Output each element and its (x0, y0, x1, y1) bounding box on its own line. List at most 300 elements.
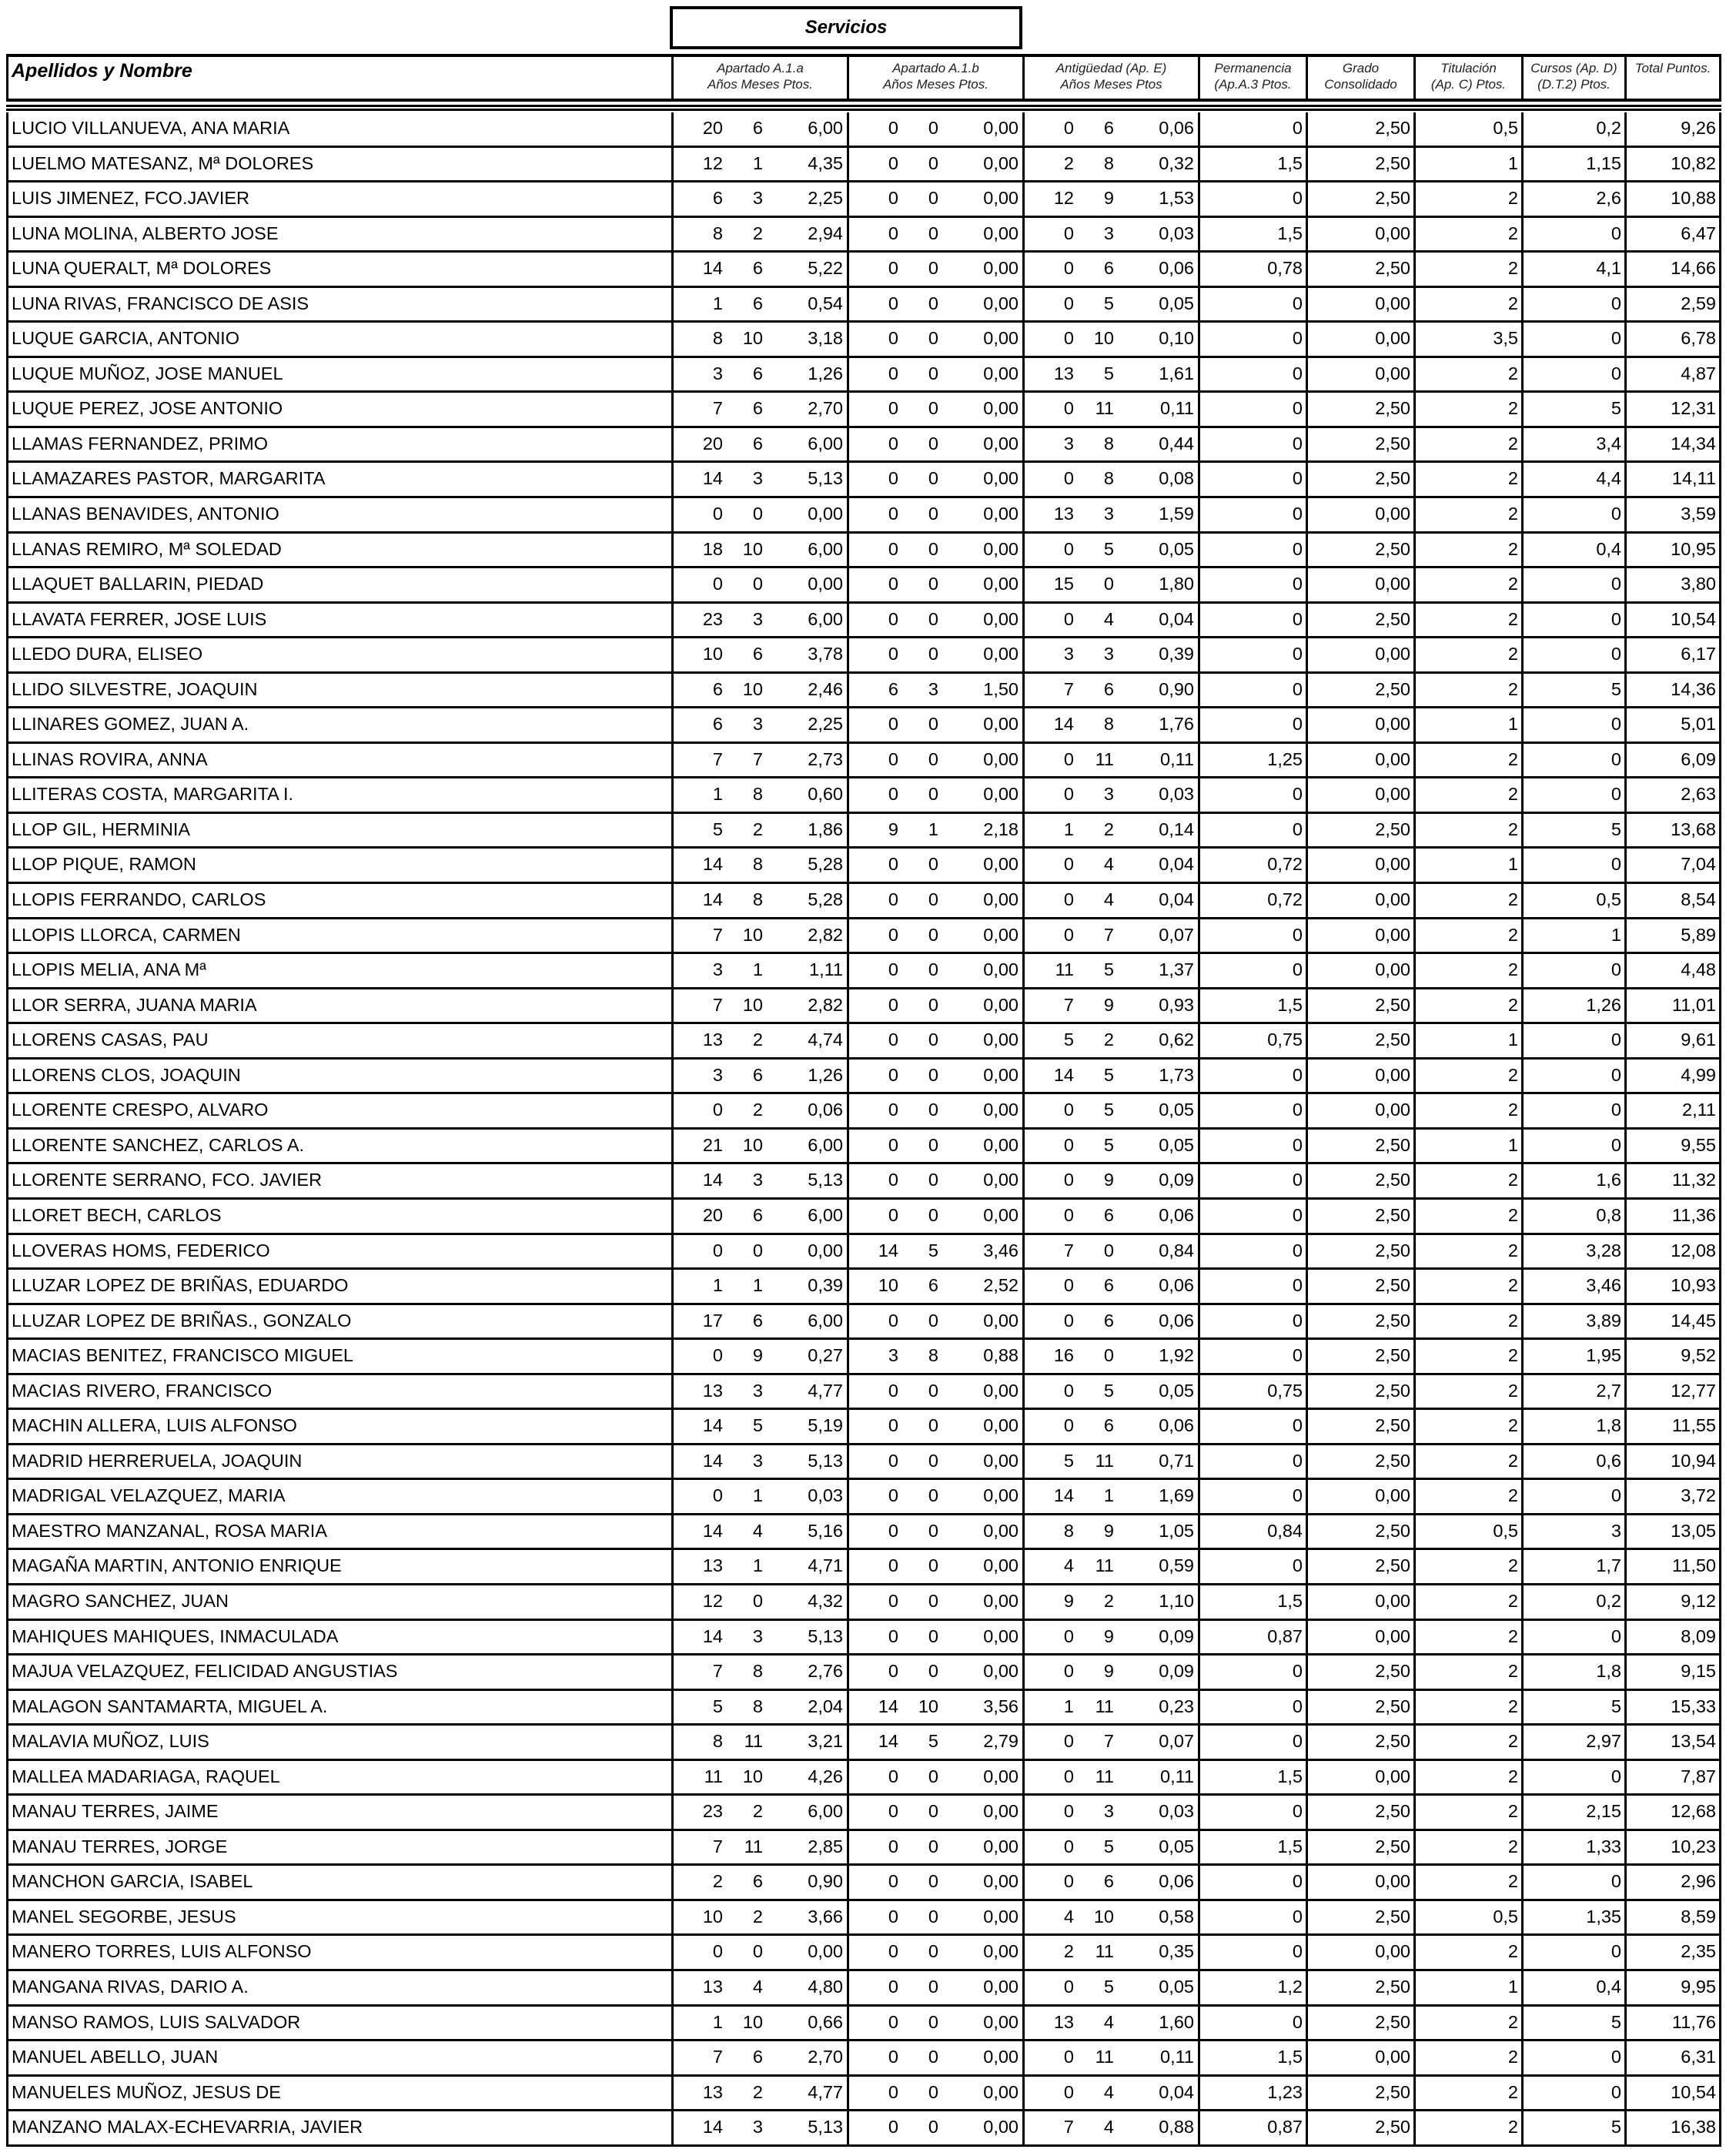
years-value: 0 (888, 1170, 898, 1190)
score-cell-col-4 (1198, 2041, 1306, 2074)
points-value: 0,27 (808, 1345, 843, 1366)
points-value: 3,28 (1586, 1240, 1621, 1260)
months-value: 0 (928, 1590, 938, 1611)
months-value: 5 (1103, 1380, 1114, 1401)
header-rule-bottom (6, 109, 1721, 111)
score-cell-col-1 (671, 393, 847, 426)
score-cell-col-4 (1198, 1060, 1306, 1093)
header-col-line2: (Ap.A.3 Ptos. (1214, 77, 1292, 92)
months-value: 2 (1103, 819, 1114, 839)
years-value: 14 (702, 1415, 723, 1436)
months-value: 0 (928, 1029, 938, 1050)
points-value: 2 (1507, 1590, 1518, 1611)
applicant-name: MANZANO MALAX-ECHEVARRIA, JAVIER (6, 2111, 671, 2144)
score-cell-col-6 (1413, 288, 1521, 321)
score-cell-col-2 (847, 1691, 1022, 1724)
points-value: 0,00 (983, 1450, 1019, 1471)
points-value: 12,77 (1671, 1380, 1716, 1401)
score-cell-col-7 (1521, 1831, 1624, 1864)
table-row (6, 1445, 1721, 1481)
points-value: 0 (1611, 959, 1621, 980)
score-cell-col-5 (1306, 1060, 1413, 1093)
points-value: 2,79 (983, 1731, 1019, 1752)
points-value: 2 (1507, 748, 1518, 769)
score-cell-col-5 (1306, 1340, 1413, 1373)
score-cell-col-8 (1624, 2041, 1721, 2074)
score-cell-col-3 (1022, 428, 1198, 461)
months-value: 0 (928, 1485, 938, 1506)
points-value: 0,00 (1375, 959, 1410, 980)
score-cell-col-1 (671, 1445, 847, 1478)
points-value: 11,32 (1671, 1170, 1716, 1190)
score-cell-col-6 (1413, 463, 1521, 496)
servicios-group-title: Servicios (670, 6, 1022, 49)
months-value: 6 (752, 1204, 763, 1225)
score-cell-col-2 (847, 463, 1022, 496)
score-cell-col-3 (1022, 534, 1198, 567)
header-col-line1: Apartado A.1.b (892, 61, 979, 75)
months-value: 8 (752, 854, 763, 875)
months-value: 0 (928, 328, 938, 349)
points-value: 2,6 (1596, 188, 1621, 209)
score-cell-col-1 (671, 182, 847, 216)
score-cell-col-7 (1521, 849, 1624, 882)
score-cell-col-8 (1624, 1656, 1721, 1689)
score-cell-col-2 (847, 1831, 1022, 1864)
score-cell-col-7 (1521, 288, 1624, 321)
score-cell-col-1 (671, 814, 847, 847)
score-cell-col-5 (1306, 954, 1413, 987)
points-value: 2,11 (1682, 1100, 1716, 1120)
score-cell-col-7 (1521, 1164, 1624, 1197)
score-cell-col-2 (847, 604, 1022, 637)
points-value: 2 (1507, 1801, 1518, 1822)
score-cell-col-1 (671, 2111, 847, 2144)
months-value: 1 (752, 1275, 763, 1296)
months-value: 8 (752, 1696, 763, 1716)
score-cell-col-5 (1306, 2041, 1413, 2074)
years-value: 1 (712, 1275, 723, 1296)
points-value: 2 (1507, 1275, 1518, 1296)
points-value: 4,99 (1681, 1064, 1716, 1085)
score-cell-col-2 (847, 1024, 1022, 1057)
table-row (6, 1060, 1721, 1095)
points-value: 1,26 (808, 363, 843, 383)
points-value: 0,09 (1159, 1661, 1194, 1682)
score-cell-col-2 (847, 1375, 1022, 1408)
score-cell-col-3 (1022, 1831, 1198, 1864)
applicant-name: LLORENS CLOS, JOAQUIN (6, 1060, 671, 1093)
years-value: 0 (1063, 398, 1074, 419)
points-value: 0 (1292, 188, 1303, 209)
points-value: 1,35 (1586, 1906, 1621, 1927)
points-value: 2,50 (1375, 1345, 1410, 1366)
points-value: 2,15 (1586, 1801, 1621, 1822)
header-col-line1: Titulación (1440, 61, 1497, 75)
points-value: 6,00 (808, 118, 843, 138)
score-cell-col-7 (1521, 919, 1624, 952)
score-cell-col-4 (1198, 182, 1306, 216)
years-value: 1 (1063, 1696, 1074, 1716)
score-cell-col-4 (1198, 1866, 1306, 1899)
points-value: 0 (1292, 1871, 1303, 1892)
score-cell-col-7 (1521, 1480, 1624, 1513)
points-value: 6,00 (808, 1134, 843, 1155)
score-cell-col-5 (1306, 1866, 1413, 1899)
years-value: 0 (888, 1064, 898, 1085)
score-cell-col-2 (847, 1761, 1022, 1794)
points-value: 2,50 (1375, 1731, 1410, 1752)
points-value: 0,06 (1159, 1415, 1194, 1436)
points-value: 0,05 (1159, 1100, 1194, 1120)
points-value: 0,90 (1159, 678, 1194, 699)
points-value: 0 (1611, 1134, 1621, 1155)
points-value: 3,78 (808, 644, 843, 665)
years-value: 0 (888, 1380, 898, 1401)
years-value: 0 (888, 468, 898, 489)
points-value: 6,00 (808, 1801, 843, 1822)
score-cell-col-8 (1624, 393, 1721, 426)
points-value: 0,00 (983, 1661, 1019, 1682)
points-value: 0,00 (983, 608, 1019, 629)
months-value: 6 (752, 118, 763, 138)
points-value: 0,06 (808, 1100, 843, 1120)
years-value: 0 (1063, 328, 1074, 349)
applicant-name: MANUEL ABELLO, JUAN (6, 2041, 671, 2074)
points-value: 8,59 (1681, 1906, 1716, 1927)
points-value: 0,05 (1159, 1836, 1194, 1856)
score-cell-col-4 (1198, 358, 1306, 391)
score-cell-col-4 (1198, 534, 1306, 567)
points-value: 3,72 (1681, 1485, 1716, 1506)
score-cell-col-1 (671, 1164, 847, 1197)
points-value: 2,50 (1375, 1029, 1410, 1050)
years-value: 0 (1063, 1100, 1074, 1120)
points-value: 15,33 (1671, 1696, 1716, 1716)
points-value: 0,88 (1159, 2117, 1194, 2138)
months-value: 1 (752, 152, 763, 173)
points-value: 0,00 (1375, 1485, 1410, 1506)
points-value: 0,00 (1375, 784, 1410, 805)
points-value: 0 (1611, 748, 1621, 769)
score-cell-col-3 (1022, 1480, 1198, 1513)
table-row (6, 2041, 1721, 2077)
score-cell-col-6 (1413, 2041, 1521, 2074)
months-value: 0 (928, 1520, 938, 1541)
score-cell-col-3 (1022, 358, 1198, 391)
header-col-line2: Años Meses Ptos (1060, 77, 1162, 92)
months-value: 9 (1103, 1625, 1114, 1646)
points-value: 10,23 (1671, 1836, 1716, 1856)
points-value: 2,50 (1375, 398, 1410, 419)
years-value: 14 (878, 1696, 898, 1716)
points-value: 0 (1292, 1415, 1303, 1436)
years-value: 5 (712, 1696, 723, 1716)
applicant-name: MAJUA VELAZQUEZ, FELICIDAD ANGUSTIAS (6, 1656, 671, 1689)
points-value: 4,26 (808, 1766, 843, 1786)
score-cell-col-8 (1624, 1621, 1721, 1654)
months-value: 0 (928, 468, 938, 489)
score-cell-col-8 (1624, 218, 1721, 251)
score-cell-col-1 (671, 1691, 847, 1724)
months-value: 11 (1095, 398, 1114, 419)
points-value: 2 (1507, 924, 1518, 945)
score-cell-col-5 (1306, 1200, 1413, 1233)
score-cell-col-6 (1413, 1831, 1521, 1864)
years-value: 0 (1063, 2081, 1074, 2102)
months-value: 0 (928, 1941, 938, 1962)
score-cell-col-5 (1306, 253, 1413, 286)
points-value: 3,21 (808, 1731, 843, 1752)
table-row (6, 1410, 1721, 1445)
score-cell-col-4 (1198, 814, 1306, 847)
applicant-name: MACHIN ALLERA, LUIS ALFONSO (6, 1410, 671, 1443)
points-value: 9,52 (1681, 1345, 1716, 1366)
years-value: 9 (1063, 1590, 1074, 1611)
table-row (6, 1305, 1721, 1341)
score-cell-col-8 (1624, 1130, 1721, 1163)
score-cell-col-3 (1022, 1164, 1198, 1197)
score-cell-col-4 (1198, 1480, 1306, 1513)
score-cell-col-3 (1022, 1305, 1198, 1338)
months-value: 0 (928, 538, 938, 559)
table-row (6, 778, 1721, 814)
score-cell-col-1 (671, 1550, 847, 1583)
points-value: 2 (1507, 644, 1518, 665)
points-value: 0,75 (1267, 1029, 1303, 1050)
score-cell-col-4 (1198, 638, 1306, 671)
points-value: 2 (1507, 468, 1518, 489)
score-cell-col-8 (1624, 884, 1721, 917)
months-value: 6 (1103, 1871, 1114, 1892)
months-value: 0 (1103, 1345, 1114, 1366)
years-value: 10 (702, 644, 723, 665)
score-cell-col-6 (1413, 1866, 1521, 1899)
years-value: 0 (1063, 1801, 1074, 1822)
score-cell-col-5 (1306, 428, 1413, 461)
points-value: 3,89 (1586, 1310, 1621, 1331)
years-value: 3 (1063, 644, 1074, 665)
months-value: 11 (744, 1836, 763, 1856)
score-cell-col-4 (1198, 2111, 1306, 2144)
points-value: 0 (1292, 538, 1303, 559)
table-row (6, 1200, 1721, 1235)
months-value: 3 (752, 188, 763, 209)
score-cell-col-8 (1624, 428, 1721, 461)
score-cell-col-8 (1624, 148, 1721, 181)
score-cell-col-5 (1306, 884, 1413, 917)
points-value: 2 (1507, 1310, 1518, 1331)
points-value: 2,50 (1375, 608, 1410, 629)
applicant-name: MANUELES MUÑOZ, JESUS DE (6, 2077, 671, 2110)
applicant-name: LLUZAR LOPEZ DE BRIÑAS., GONZALO (6, 1305, 671, 1338)
score-cell-col-3 (1022, 1340, 1198, 1373)
points-value: 0,5 (1493, 118, 1518, 138)
applicant-name: MACIAS RIVERO, FRANCISCO (6, 1375, 671, 1408)
points-value: 0,71 (1159, 1450, 1194, 1471)
score-cell-col-6 (1413, 1060, 1521, 1093)
years-value: 0 (1063, 223, 1074, 243)
years-value: 14 (878, 1731, 898, 1752)
score-cell-col-8 (1624, 1305, 1721, 1338)
points-value: 2,50 (1375, 819, 1410, 839)
score-cell-col-4 (1198, 1130, 1306, 1163)
score-cell-col-2 (847, 708, 1022, 742)
points-value: 2,59 (1681, 293, 1716, 313)
years-value: 15 (1053, 574, 1074, 594)
score-cell-col-6 (1413, 604, 1521, 637)
score-cell-col-1 (671, 1130, 847, 1163)
points-value: 2,50 (1375, 433, 1410, 454)
score-cell-col-1 (671, 148, 847, 181)
applicant-name: MANAU TERRES, JAIME (6, 1796, 671, 1829)
points-value: 0,00 (983, 152, 1019, 173)
score-cell-col-8 (1624, 182, 1721, 216)
points-value: 2,50 (1375, 1240, 1410, 1260)
score-cell-col-1 (671, 2077, 847, 2110)
header-col-line1: Antigüedad (Ap. E) (1055, 61, 1167, 75)
score-cell-col-3 (1022, 1200, 1198, 1233)
months-value: 5 (1103, 1064, 1114, 1085)
score-cell-col-5 (1306, 1410, 1413, 1443)
score-cell-col-6 (1413, 1480, 1521, 1513)
years-value: 14 (1053, 714, 1074, 735)
score-cell-col-7 (1521, 1130, 1624, 1163)
years-value: 0 (888, 2047, 898, 2067)
score-cell-col-6 (1413, 1094, 1521, 1127)
points-value: 2 (1507, 574, 1518, 594)
applicant-name: LLAVATA FERRER, JOSE LUIS (6, 604, 671, 637)
points-value: 0 (1292, 644, 1303, 665)
score-cell-col-6 (1413, 568, 1521, 601)
years-value: 1 (712, 2011, 723, 2032)
score-cell-col-4 (1198, 1761, 1306, 1794)
points-value: 9,95 (1681, 1976, 1716, 1997)
months-value: 0 (928, 363, 938, 383)
header-col-line1: Total Puntos. (1634, 61, 1711, 75)
applicant-name: LUQUE GARCIA, ANTONIO (6, 323, 671, 356)
years-value: 7 (1063, 2117, 1074, 2138)
points-value: 0 (1292, 924, 1303, 945)
points-value: 0 (1292, 1064, 1303, 1085)
score-cell-col-8 (1624, 674, 1721, 707)
score-cell-col-6 (1413, 744, 1521, 777)
table-row (6, 1024, 1721, 1060)
points-value: 0,75 (1267, 1380, 1303, 1401)
points-value: 0,00 (983, 1941, 1019, 1962)
points-value: 0,5 (1493, 1906, 1518, 1927)
points-value: 4,4 (1596, 468, 1621, 489)
points-value: 0 (1292, 608, 1303, 629)
table-row (6, 112, 1721, 148)
score-cell-col-1 (671, 534, 847, 567)
points-value: 1,5 (1277, 223, 1303, 243)
points-value: 1,61 (1159, 363, 1194, 383)
score-cell-col-3 (1022, 1445, 1198, 1478)
applicant-name: MALAGON SANTAMARTA, MIGUEL A. (6, 1691, 671, 1724)
table-row (6, 1550, 1721, 1585)
points-value: 1,6 (1596, 1170, 1621, 1190)
years-value: 4 (1063, 1906, 1074, 1927)
months-value: 2 (1103, 1590, 1114, 1611)
points-value: 0,72 (1267, 889, 1303, 910)
points-value: 1,5 (1277, 2047, 1303, 2067)
points-value: 0,00 (983, 644, 1019, 665)
points-value: 10,95 (1671, 538, 1716, 559)
score-cell-col-7 (1521, 1515, 1624, 1548)
score-cell-col-3 (1022, 989, 1198, 1023)
points-value: 0,06 (1159, 118, 1194, 138)
points-value: 0,09 (1159, 1170, 1194, 1190)
score-cell-col-1 (671, 954, 847, 987)
points-value: 0 (1611, 608, 1621, 629)
score-cell-col-6 (1413, 498, 1521, 531)
points-value: 0,05 (1159, 538, 1194, 559)
points-value: 0 (1292, 398, 1303, 419)
months-value: 8 (1103, 714, 1114, 735)
table-row (6, 989, 1721, 1025)
years-value: 8 (1063, 1520, 1074, 1541)
points-value: 0,87 (1267, 2117, 1303, 2138)
score-cell-col-2 (847, 1060, 1022, 1093)
months-value: 5 (1103, 293, 1114, 313)
score-cell-col-8 (1624, 1901, 1721, 1934)
score-cell-col-1 (671, 674, 847, 707)
score-cell-col-3 (1022, 1796, 1198, 1829)
points-value: 1,80 (1159, 574, 1194, 594)
points-value: 12,31 (1671, 398, 1716, 419)
score-cell-col-3 (1022, 1761, 1198, 1794)
score-cell-col-3 (1022, 1936, 1198, 1969)
score-cell-col-2 (847, 1901, 1022, 1934)
months-value: 1 (752, 1555, 763, 1576)
years-value: 0 (1063, 1204, 1074, 1225)
points-value: 7,04 (1681, 854, 1716, 875)
applicant-name: LUELMO MATESANZ, Mª DOLORES (6, 148, 671, 181)
months-value: 0 (928, 1801, 938, 1822)
points-value: 2,25 (808, 188, 843, 209)
score-cell-col-1 (671, 1235, 847, 1268)
points-value: 0,00 (983, 398, 1019, 419)
years-value: 0 (1063, 1310, 1074, 1331)
applicant-name: LLOPIS FERRANDO, CARLOS (6, 884, 671, 917)
points-value: 0,00 (1375, 889, 1410, 910)
months-value: 6 (1103, 1415, 1114, 1436)
points-value: 2,50 (1375, 1134, 1410, 1155)
points-value: 2,63 (1681, 784, 1716, 805)
score-cell-col-8 (1624, 849, 1721, 882)
score-cell-col-3 (1022, 1235, 1198, 1268)
years-value: 6 (712, 714, 723, 735)
score-cell-col-8 (1624, 1164, 1721, 1197)
months-value: 3 (752, 608, 763, 629)
points-value: 3,5 (1493, 328, 1518, 349)
points-value: 2 (1507, 293, 1518, 313)
score-cell-col-5 (1306, 218, 1413, 251)
points-value: 0,00 (983, 1170, 1019, 1190)
applicant-name: LLINARES GOMEZ, JUAN A. (6, 708, 671, 742)
score-cell-col-2 (847, 1480, 1022, 1513)
header-name: Apellidos y Nombre (6, 57, 671, 99)
months-value: 0 (928, 293, 938, 313)
score-cell-col-3 (1022, 954, 1198, 987)
header-col-5 (1306, 57, 1413, 99)
points-value: 1,69 (1159, 1485, 1194, 1506)
points-value: 2 (1507, 1941, 1518, 1962)
header-col-line1: Permanencia (1214, 61, 1292, 75)
score-cell-col-4 (1198, 498, 1306, 531)
score-cell-col-7 (1521, 2111, 1624, 2144)
